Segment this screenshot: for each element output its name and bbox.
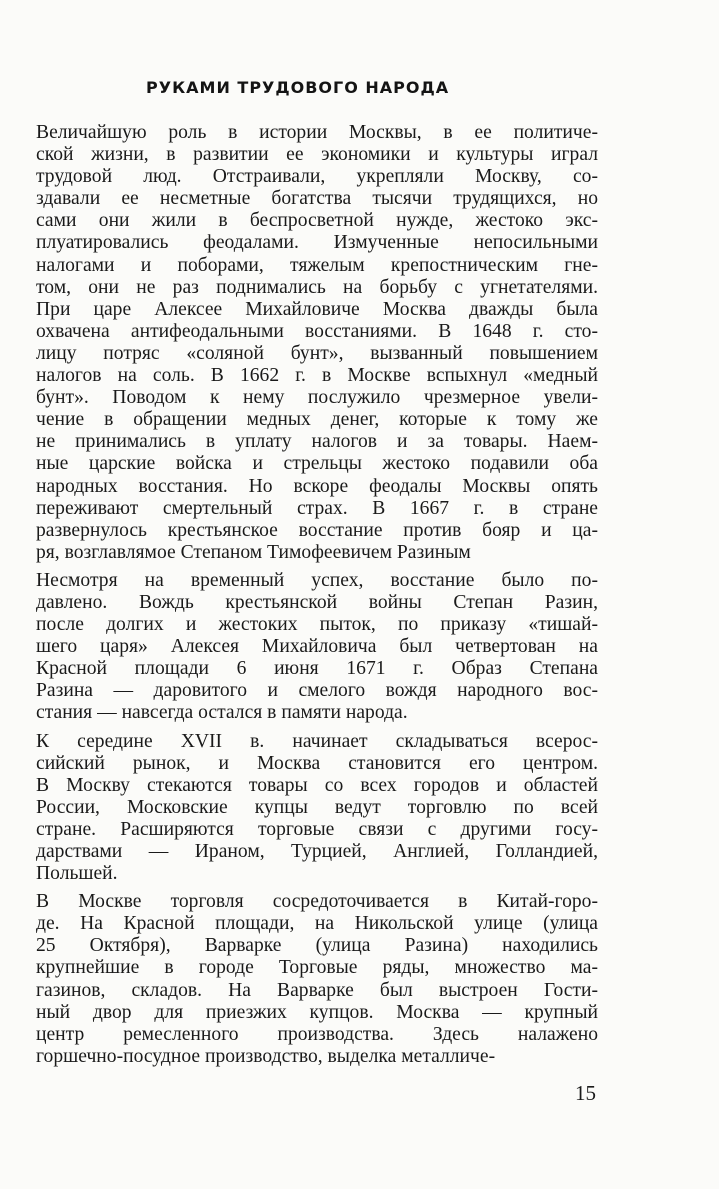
text-line: В Москве торговля сосредоточивается в Китай-горо-	[36, 891, 598, 913]
text-line: чение в обращении медных денег, которые к тому же	[36, 409, 598, 431]
text-line: России, Московские купцы ведут торговлю по всей	[36, 796, 598, 818]
text-line: бунт». Поводом к нему послужило чрезмерное увели-	[36, 387, 598, 409]
text-line: дарствами — Ираном, Турцией, Англией, Голландией,	[36, 841, 598, 862]
text-line: ря, возглавлямое Степаном Тимофеевичем Разиным	[36, 541, 471, 563]
text-line: горшечно-посудное производство, выделка металличе-	[36, 1045, 496, 1067]
text-line: ской жизни, в развитии ее экономики и культуры играл	[36, 144, 598, 166]
text-line: сийский рынок, и Москва становится его центром.	[36, 752, 598, 774]
text-line: де. На Красной площади, на Никольской улице (улица	[36, 913, 598, 935]
text-line: ные царские войска и стрельцы жестоко подавили оба	[36, 453, 598, 475]
text-line: газинов, складов. На Варварке был выстроен Гости-	[36, 979, 598, 1001]
text-line: налогов на соль. В 1662 г. в Москве вспыхнул «медный	[36, 365, 598, 387]
text-line: после долгих и жестоких пыток, по приказу «тишай-	[36, 614, 598, 636]
paragraph-4	[36, 891, 598, 1068]
text-line: ный двор для приезжих купцов. Москва — крупный	[36, 1001, 598, 1023]
text-line: не принимались в уплату налогов и за товары. Наем-	[36, 431, 598, 453]
text-line: том, они не раз поднимались на борьбу с угнетателями.	[36, 276, 598, 298]
text-line: трудовой люд. Отстраивали, укрепляли Москву, со-	[36, 166, 598, 188]
text-line: давлено. Вождь крестьянской войны Степан Разин,	[36, 591, 598, 613]
body-text	[36, 122, 598, 1068]
text-line: При царе Алексее Михайловиче Москва дважды была	[36, 298, 598, 320]
text-line: плуатировались феодалами. Измученные непосильными	[36, 232, 598, 254]
text-line: шего царя» Алексея Михайловича был четвертован на	[36, 636, 598, 658]
text-line: лицу потряс «соляной бунт», вызванный повышением	[36, 342, 598, 364]
text-line: центр ремесленного производства. Здесь налажено	[36, 1023, 598, 1045]
text-line: сами они жили в беспросветной нужде, жестоко экс-	[36, 210, 598, 232]
paragraph-2	[36, 570, 598, 725]
page-number: 15	[575, 1081, 596, 1105]
paragraph-3	[36, 731, 598, 886]
text-line: стране. Расширяются торговые связи с другими госу-	[36, 818, 598, 840]
text-line: переживают смертельный страх. В 1667 г. в стране	[36, 497, 598, 519]
text-line: стания — навсегда остался в памяти народа.	[36, 702, 408, 724]
text-line: крупнейшие в городе Торговые ряды, множество ма-	[36, 957, 598, 979]
text-line: Польшей.	[36, 863, 118, 885]
text-line: здавали ее несметные богатства тысячи трудящихся, но	[36, 188, 598, 210]
text-line: народных восстания. Но вскоре феодалы Москвы опять	[36, 475, 598, 497]
text-line: Красной площади 6 июня 1671 г. Образ Степана	[36, 658, 598, 680]
text-line: охвачена антифеодальными восстаниями. В 1648 г. сто-	[36, 320, 598, 342]
chapter-heading: РУКАМИ ТРУДОВОГО НАРОДА	[146, 78, 450, 97]
text-line: налогами и поборами, тяжелым крепостническим гне-	[36, 254, 598, 276]
text-line: Величайшую роль в истории Москвы, в ее политиче-	[36, 122, 598, 143]
text-line: Разина — даровитого и смелого вождя народного вос-	[36, 680, 598, 702]
text-line: Несмотря на временный успех, восстание было по-	[36, 569, 598, 591]
paragraph-1	[36, 122, 598, 564]
text-line: 25 Октября), Варварке (улица Разина) находились	[36, 935, 598, 957]
text-line: В Москву стекаются товары со всех городов и областей	[36, 774, 598, 796]
text-line: развернулось крестьянское восстание против бояр и ца-	[36, 519, 598, 541]
text-line: К середине XVII в. начинает складываться всерос-	[36, 730, 598, 752]
